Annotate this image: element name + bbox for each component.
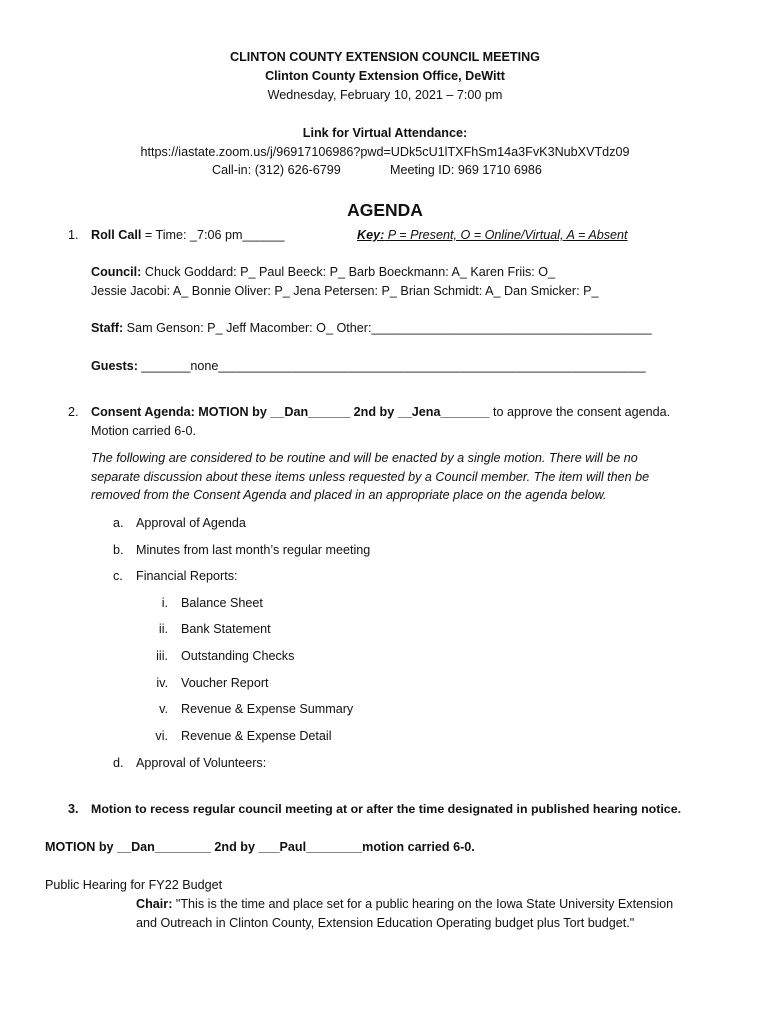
agenda-heading: AGENDA bbox=[347, 200, 423, 220]
list-marker: v. bbox=[159, 702, 168, 716]
list-item: Revenue & Expense Detail bbox=[181, 729, 332, 743]
list-item: Outstanding Checks bbox=[181, 649, 295, 663]
council-label: Council: bbox=[91, 265, 142, 279]
meeting-title: CLINTON COUNTY EXTENSION COUNCIL MEETING bbox=[230, 50, 540, 64]
callin-number: Call-in: (312) 626-6799 bbox=[212, 163, 341, 177]
zoom-link[interactable]: https://iastate.zoom.us/j/96917106986?pwd=UDk5cU1lTXFhSm14a3FvK3NubXVTdz09 bbox=[140, 145, 630, 159]
key-label: Key: bbox=[357, 228, 385, 242]
item-number: 2. bbox=[68, 405, 79, 419]
meeting-datetime: Wednesday, February 10, 2021 – 7:00 pm bbox=[267, 88, 503, 102]
list-item: Approval of Agenda bbox=[136, 516, 246, 530]
list-marker: i. bbox=[161, 596, 168, 610]
chair-statement-line-1: Chair: "This is the time and place set for a public hearing on the Iowa State University Extension bbox=[136, 897, 674, 911]
roll-call bbox=[91, 226, 285, 245]
list-marker: vi. bbox=[155, 729, 168, 743]
list-marker: a. bbox=[113, 516, 124, 530]
motion-record: MOTION by __Dan________ 2nd by ___Paul________motion carried 6-0. bbox=[45, 840, 475, 854]
list-item: Voucher Report bbox=[181, 676, 269, 690]
recess-motion-item: Motion to recess regular council meeting at or after the time designated in published hearing notice. bbox=[91, 802, 682, 816]
virtual-link-label: Link for Virtual Attendance: bbox=[302, 126, 468, 140]
item-number: 3. bbox=[68, 802, 79, 816]
meeting-id: Meeting ID: 969 1710 6986 bbox=[390, 163, 542, 177]
chair-label: Chair: bbox=[136, 897, 173, 911]
council-attendance-line-2: Jessie Jacobi: A_ Bonnie Oliver: P_ Jena Petersen: P_ Brian Schmidt: A_ Dan Smicker: P_ bbox=[91, 284, 599, 298]
list-marker: d. bbox=[113, 756, 124, 770]
hearing-title: Public Hearing for FY22 Budget bbox=[45, 878, 223, 892]
consent-agenda-motion: Consent Agenda: MOTION by __Dan______ 2nd by __Jena_______ to approve the consent agenda. bbox=[91, 405, 671, 419]
motion-carried: Motion carried 6-0. bbox=[91, 424, 196, 438]
list-marker: iii. bbox=[156, 649, 168, 663]
list-item: Financial Reports: bbox=[136, 569, 238, 583]
list-item: Balance Sheet bbox=[181, 596, 263, 610]
key-text: P = Present, O = Online/Virtual, A = Absent bbox=[384, 228, 628, 242]
list-marker: b. bbox=[113, 543, 124, 557]
roll-call-label: Roll Call bbox=[91, 228, 142, 242]
list-item: Approval of Volunteers: bbox=[136, 756, 267, 770]
attendance-key bbox=[357, 226, 628, 245]
staff-label: Staff: bbox=[91, 321, 124, 335]
list-marker: c. bbox=[113, 569, 123, 583]
list-marker: iv. bbox=[156, 676, 168, 690]
council-attendance-line-1: Council: Chuck Goddard: P_ Paul Beeck: P_ Barb Boeckmann: A_ Karen Friis: O_ bbox=[91, 265, 556, 279]
consent-note: The following are considered to be routine and will be enacted by a single motion. There will be no separate discussion about these items unless requested by a Council member. The item will then be removed from the Consent Agenda and placed in an appropriate place on the agenda below. bbox=[91, 451, 650, 502]
guests-label: Guests: bbox=[91, 359, 138, 373]
guests-attendance: Guests: _______none_____________________________________________________________ bbox=[91, 359, 646, 373]
list-item: Bank Statement bbox=[181, 622, 271, 636]
item-number: 1. bbox=[68, 228, 79, 242]
meeting-location: Clinton County Extension Office, DeWitt bbox=[265, 69, 505, 83]
chair-statement-line-2: and Outreach in Clinton County, Extension Education Operating budget plus Tort budget." bbox=[136, 916, 635, 930]
roll-call-time: = Time: _7:06 pm______ bbox=[141, 228, 285, 242]
list-marker: ii. bbox=[158, 622, 168, 636]
list-item: Minutes from last month’s regular meeting bbox=[136, 543, 371, 557]
staff-attendance: Staff: Sam Genson: P_ Jeff Macomber: O_ Other:________________________________________ bbox=[91, 321, 652, 335]
list-item: Revenue & Expense Summary bbox=[181, 702, 354, 716]
